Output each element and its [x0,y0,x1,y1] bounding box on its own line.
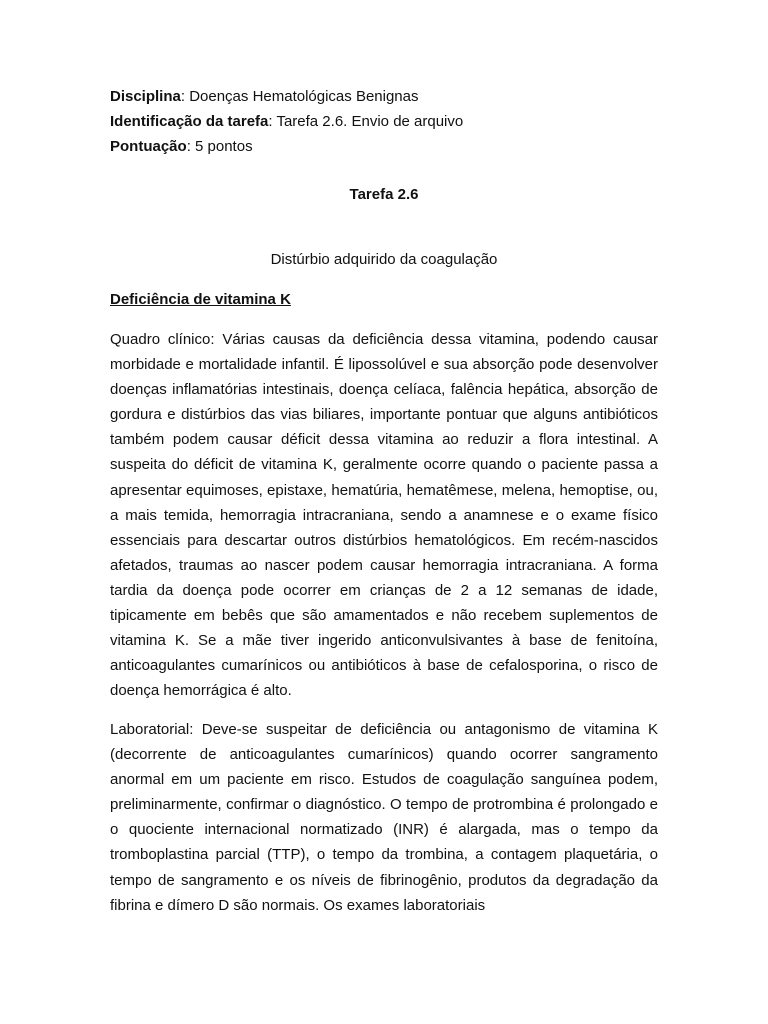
task-id-line [110,109,670,134]
score-value: : 5 pontos [186,138,253,155]
section-heading: Deficiência de vitamina K [110,291,291,308]
document-header [110,84,670,159]
discipline-line [110,84,670,109]
task-title: Tarefa 2.6 [349,186,419,203]
score-line [110,134,670,159]
score-label: Pontuação [110,138,187,155]
task-id-label: Identificação da tarefa [110,113,269,130]
document-subtitle: Distúrbio adquirido da coagulação [270,251,498,268]
laboratory-paragraph: Laboratorial: Deve-se suspeitar de deficiência ou antagonismo de vitamina K (decorrente de anticoagulantes cumarínicos) quando ocorrer sangramento anormal em um paciente em risco. Estudos de coagulação sanguínea podem, preliminarmente, confirmar o diagnóstico. O tempo de protrombina é prolongado e o quociente internacional normatizado (INR) é alargada, mas o tempo da tromboplastina parcial (TTP), o tempo da trombina, a contagem plaquetária, o tempo de sangramento e os níveis de fibrinogênio, produtos da degradação da fibrina e dímero D são normais. Os exames laboratoriais [110,721,658,914]
clinical-paragraph: Quadro clínico: Várias causas da deficiência dessa vitamina, podendo causar morbidade e mortalidade infantil. É lipossolúvel e sua absorção pode desenvolver doenças inflamatórias intestinais, doença celíaca, falência hepática, absorção de gordura e distúrbios das vias biliares, importante pontuar que alguns antibióticos também podem causar déficit dessa vitamina ao reduzir a flora intestinal. A suspeita do déficit de vitamina K, geralmente ocorre quando o paciente passa a apresentar equimoses, epistaxe, hematúria, hematêmese, melena, hemoptise, ou, a mais temida, hemorragia intracraniana, sendo a anamnese e o exame físico essenciais para descartar outros distúrbios hematológicos. Em recém-nascidos afetados, traumas ao nascer podem causar hemorragia intracraniana. A forma tardia da doença pode ocorrer em crianças de 2 a 12 semanas de idade, tipicamente em bebês que são amamentados e não recebem suplementos de vitamina K. Se a mãe tiver ingerido anticonvulsivantes à base de fenitoína, anticoagulantes cumarínicos ou antibióticos à base de cefalosporina, o risco de doença hemorrágica é alto. [110,331,658,700]
task-id-value: : Tarefa 2.6. Envio de arquivo [268,113,464,130]
discipline-value: : Doenças Hematológicas Benignas [180,88,419,105]
discipline-label: Disciplina [110,88,181,105]
